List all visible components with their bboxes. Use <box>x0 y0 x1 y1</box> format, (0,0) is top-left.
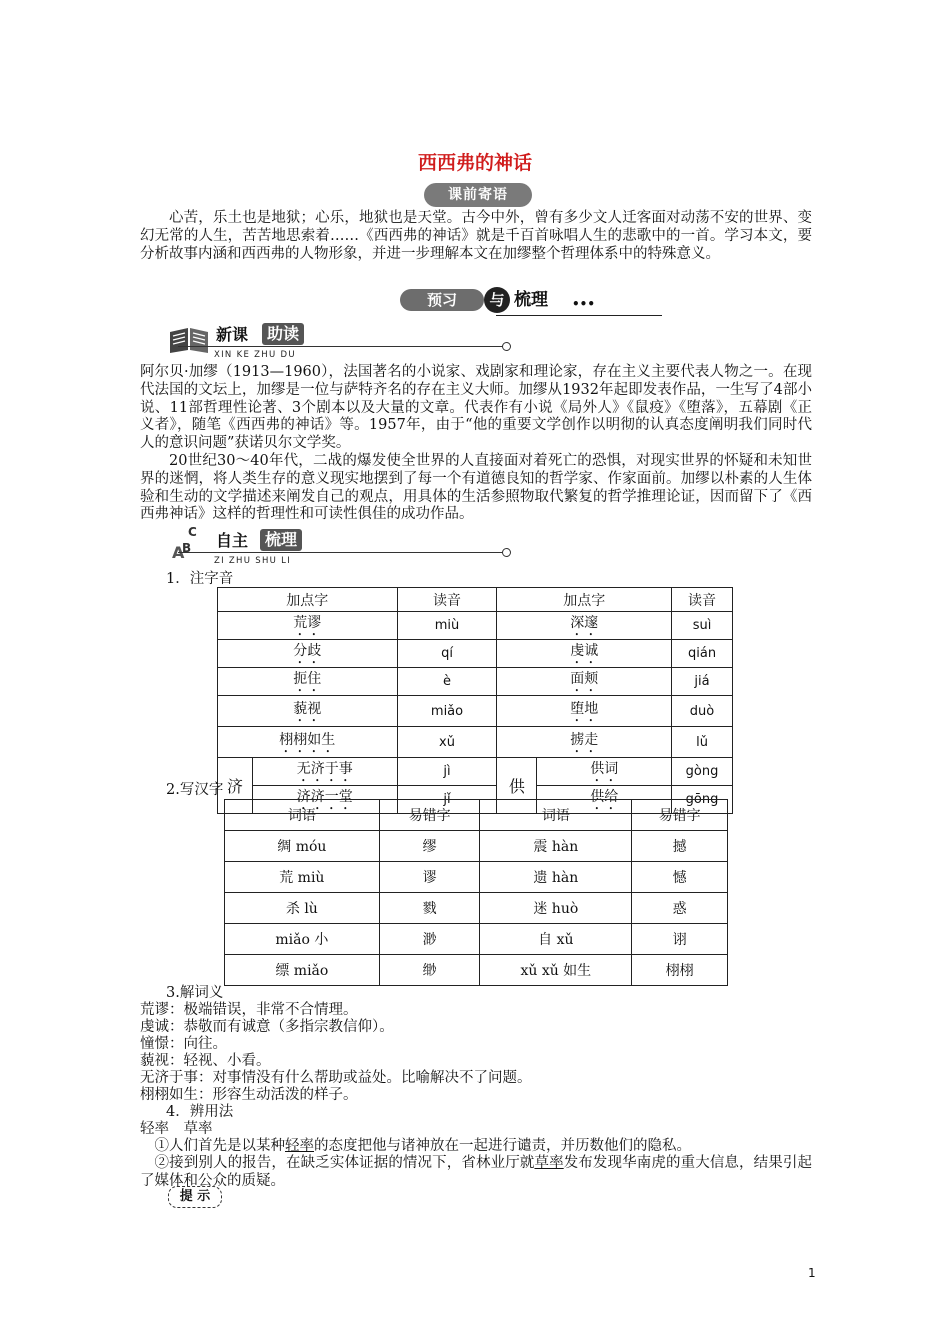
preview-banner <box>400 287 662 317</box>
polyphone-char: 供 <box>497 758 537 814</box>
cell: 缈 <box>379 955 480 986</box>
character-table <box>224 799 728 986</box>
svg-text:A: A <box>172 543 185 560</box>
pinyin: xǔ <box>397 727 497 758</box>
table-header: 读音 <box>672 588 733 612</box>
polyphone-char: 济 <box>218 758 253 814</box>
table-row <box>218 727 733 758</box>
pinyin: miù <box>397 612 497 640</box>
q4-label: 4．辨用法 <box>166 1104 234 1120</box>
pinyin: è <box>397 668 497 696</box>
q3-label: 3.解词义 <box>166 985 224 1001</box>
q4-sentence-2 <box>140 1155 812 1191</box>
definition-item: 栩栩如生：形容生动活泼的样子。 <box>140 1087 358 1103</box>
word: 无济于事 <box>296 761 353 777</box>
table-row <box>218 758 733 786</box>
q2-label: 2.写汉字 <box>166 782 224 798</box>
cell: miǎo 小 <box>225 924 380 955</box>
section-title-1: 新课 <box>216 325 249 344</box>
cell: 诩 <box>632 924 728 955</box>
cell: 撼 <box>632 831 728 862</box>
cell: 自 xǔ <box>480 924 632 955</box>
page-number: 1 <box>808 1266 816 1280</box>
word: 堕地 <box>570 700 599 717</box>
pinyin: jiá <box>672 668 733 696</box>
sentence-text: ②接到别人的报告，在缺乏实体证据的情况下，省林业厅就 <box>154 1155 535 1171</box>
svg-text:C: C <box>188 525 197 539</box>
preview-mid: 与 <box>484 287 510 313</box>
word: 藐视 <box>293 700 322 717</box>
divider-line <box>496 315 662 316</box>
table-row <box>225 955 728 986</box>
word: 供词 <box>590 761 619 777</box>
pronunciation-table <box>217 587 733 814</box>
definitions-list <box>140 1002 820 1104</box>
svg-text:B: B <box>182 541 192 555</box>
table-row <box>225 831 728 862</box>
word: 掳走 <box>570 731 599 748</box>
cell: 栩栩 <box>632 955 728 986</box>
section-title-1: 自主 <box>216 531 249 550</box>
q4-pair: 轻率 草率 <box>140 1121 213 1137</box>
abc-icon <box>168 524 212 560</box>
cell: 荒 miù <box>225 862 380 893</box>
table-row <box>218 612 733 640</box>
cell: 谬 <box>379 862 480 893</box>
section-title-2: 梳理 <box>260 529 302 551</box>
section-xinke-header <box>168 318 514 366</box>
xinke-paragraph-1: 阿尔贝·加缪（1913—1960），法国著名的小说家、戏剧家和理论家，存在主义主要代表人物之一。在现代法国的文坛上，加缪是一位与萨特齐名的存在主义大师。加缪从1932年起即发表作品，一生写了4部小说、11部哲理性论著、3个剧本以及大量的文章。代表作有小说《局外人》《鼠疫》《堕落》，五幕剧《正义者》，随笔《西西弗的神话》等。1957年，由于“他的重要文学创作以明彻的认真态度阐明我们同时代人的意识问题”获诺贝尔文学奖。 <box>140 364 812 452</box>
sentence-text: 的态度把他与诸神放在一起进行谴责，并历数他们的隐私。 <box>314 1138 691 1154</box>
table-header: 读音 <box>397 588 497 612</box>
pinyin: suì <box>672 612 733 640</box>
table-row <box>218 696 733 727</box>
banner-kqjy: 课前寄语 <box>424 183 532 207</box>
q1-label: 1．注字音 <box>166 571 234 587</box>
cell: 缥 miǎo <box>225 955 380 986</box>
table-row <box>225 924 728 955</box>
table-row <box>225 862 728 893</box>
table-header: 易错字 <box>379 800 480 831</box>
preview-left: 预习 <box>400 289 484 311</box>
pinyin: gòng <box>672 758 733 786</box>
definition-item: 荒谬：极端错误，非常不合情理。 <box>140 1002 358 1018</box>
pinyin: jǐ <box>397 786 497 814</box>
pinyin: qí <box>397 640 497 668</box>
section-subtitle: XIN KE ZHU DU <box>214 350 296 360</box>
cell: 缪 <box>379 831 480 862</box>
section-zizhu-header <box>168 524 514 572</box>
pinyin: duò <box>672 696 733 727</box>
table-row <box>218 668 733 696</box>
page-title: 西西弗的神话 <box>417 152 532 174</box>
section-line-end <box>502 548 511 557</box>
cell: 渺 <box>379 924 480 955</box>
table-row <box>225 893 728 924</box>
word: 济济一堂 <box>296 789 353 805</box>
cell: 杀 lù <box>225 893 380 924</box>
sentence-text: 发布发现华南虎的重大信息，结果引起了媒体和公众的质疑。 <box>140 1155 813 1189</box>
word: 扼住 <box>293 671 322 687</box>
hint-label: 提 示 <box>168 1186 222 1208</box>
underlined-word: 轻率 <box>285 1138 314 1154</box>
section-line <box>178 346 504 347</box>
sentence-text: ①人们首先是以某种 <box>154 1138 285 1154</box>
cell: 遗 hàn <box>480 862 632 893</box>
section-subtitle: ZI ZHU SHU LI <box>214 556 292 566</box>
pinyin: lǔ <box>672 727 733 758</box>
table-header: 易错字 <box>632 800 728 831</box>
preview-right: 梳理 <box>514 290 548 310</box>
underlined-word: 草率 <box>534 1155 564 1171</box>
table-header: 加点字 <box>497 588 672 612</box>
table-header: 词语 <box>225 800 380 831</box>
xinke-paragraph-2: 20世纪30～40年代，二战的爆发使全世界的人直接面对着死亡的恐惧，对现实世界的怀疑和未知世界的迷惘，将人类生存的意义现实地摆到了每一个有道德良知的哲学家、作家面前。加缪以朴素的人生体验和生动的文学描述来阐发自己的观点，用具体的生活参照物取代繁复的哲学推理论证，因而留下了《西西弗神话》这样的哲理性和可读性俱佳的成功作品。 <box>140 453 812 523</box>
section-line <box>178 552 504 553</box>
word: 面颊 <box>570 671 599 687</box>
definition-item: 虔诚：恭敬而有诚意（多指宗教信仰）。 <box>140 1019 394 1035</box>
table-header: 词语 <box>480 800 632 831</box>
cell: 戮 <box>379 893 480 924</box>
cell: 绸 móu <box>225 831 380 862</box>
pinyin: qián <box>672 640 733 668</box>
book-icon <box>168 324 212 354</box>
pinyin: gōng <box>672 786 733 814</box>
pinyin: jì <box>397 758 497 786</box>
dots-decoration: ••• <box>572 297 596 311</box>
cell: 憾 <box>632 862 728 893</box>
pinyin: miǎo <box>397 696 497 727</box>
definition-item: 无济于事：对事情没有什么帮助或益处。比喻解决不了问题。 <box>140 1070 532 1086</box>
definition-item: 藐视：轻视、小看。 <box>140 1053 271 1069</box>
intro-paragraph: 心苦，乐土也是地狱；心乐，地狱也是天堂。古今中外，曾有多少文人迁客面对动荡不安的世界、变幻无常的人生，苦苦地思索着……《西西弗的神话》就是千百首咏唱人生的悲歌中的一首。学习本文，要分析故事内涵和西西弗的人物形象，并进一步理解本文在加缪整个哲理体系中的特殊意义。 <box>140 210 812 262</box>
word: 栩栩如生 <box>279 731 336 748</box>
cell: 震 hàn <box>480 831 632 862</box>
table-header: 加点字 <box>218 588 398 612</box>
table-row <box>218 640 733 668</box>
q4-sentence-1 <box>140 1138 812 1156</box>
section-title-2: 助读 <box>262 323 304 345</box>
cell: xǔ xǔ 如生 <box>480 955 632 986</box>
word: 荒谬 <box>293 615 322 631</box>
word: 分歧 <box>293 643 322 659</box>
section-line-end <box>502 342 511 351</box>
definition-item: 憧憬：向往。 <box>140 1036 227 1052</box>
word: 供给 <box>590 789 619 805</box>
cell: 迷 huò <box>480 893 632 924</box>
word: 虔诚 <box>570 643 599 659</box>
cell: 惑 <box>632 893 728 924</box>
word: 深邃 <box>570 615 599 631</box>
